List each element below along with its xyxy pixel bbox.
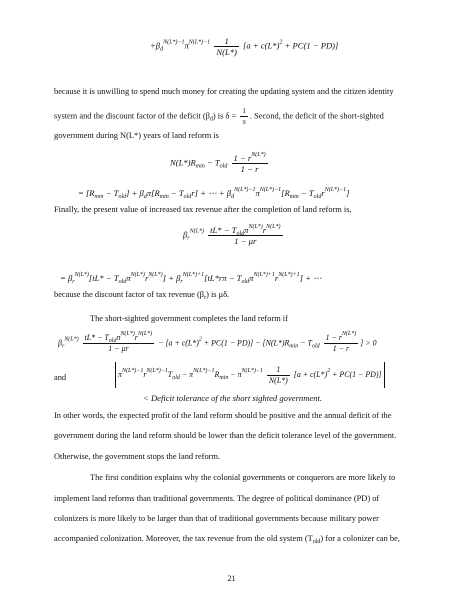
para1-line1: because it is unwilling to spend much money for creating the updating system and the citizen identity: [54, 87, 394, 96]
para5-line2: government during the land reform should be lower than the deficit tolerance level of the government.: [54, 431, 397, 440]
equation-revenue-2: = $\beta_r^{N(L*)}[tL* - T_{old}\pi^{N(L*)}r^{N(L*)}] + \beta_r^{N(L*)+1}[tL*r\pi - T_{old}\pi^{N(L*)+1}r^{N(L*)+1}]$ + ⋯: [60, 272, 322, 285]
para6-line4: accompanied colonization. Moreover, the tax revenue from the old system $(T_{old})$ for a colonizer can be,: [54, 534, 400, 545]
equation-deficit-1: $N(L*)R_{min} - T_{old}$ $\frac{1 - r^{N(L*)}}{1 - r}$: [170, 152, 266, 174]
para5-line1: In other words, the expected profit of the land reform should be positive and the annual deficit of the: [54, 411, 392, 420]
para1-line3: government during N(L*) years of land reform is: [54, 131, 219, 140]
para6-line3: colonizers is more likely to be larger than that of traditional governments because military power: [54, 514, 379, 523]
equation-deficit-2: = $[R_{min} - T_{old}] + \beta_d\pi[R_{min} - T_{old}r]$ + ⋯ + $\beta_d^{N(L*)-1}\pi^{N(L*)-1}[R_{min} - T_{old}r^{N(L*)-1}]$: [78, 187, 350, 200]
equation-top: $+\beta_d^{N(L*)-1}\pi^{N(L*)-1}$ $\frac{1}{N(L*)}$ $[a + c(L*)^2 + PC(1 - PD)]$: [150, 36, 339, 57]
and-text: and: [54, 373, 67, 382]
page-number: 21: [227, 574, 236, 583]
para6-line1: The first condition explains why the colonial governments or conquerors are more likely to: [90, 473, 396, 482]
equation-condition-2b: < Deficit tolerance of the short sighted government.: [143, 393, 323, 403]
equation-condition-2: $\pi^{N(L*)-1}r^{N(L*)-1}T_{old} - \pi^{N(L*)-1}R_{min} - \pi^{N(L*)-1}$ $\frac{1}{N(L*)}$ $[a + c(L*)^2 + PC(1 - PD)]$: [115, 362, 385, 388]
para5-line3: Otherwise, the government stops the land reform.: [54, 452, 221, 461]
para6-line2: implement land reforms than traditional governments. The degree of political dominance (PD) of: [54, 494, 380, 503]
para1-line2: system and the discount factor of the deficit $(\beta_d)$ is δ = $\frac{1}{\pi}$ . Second, the deficit of the short-sighted: [54, 107, 384, 126]
equation-revenue-1: $\beta_r^{N(L*)}$ $\frac{tL* - T_{old}\pi^{N(L*)}r^{N(L*)}}{1 - \mu r}$: [183, 224, 281, 246]
equation-condition-1: $\beta_r^{N(L*)}$ $\frac{tL* - T_{old}\pi^{N(L*)}r^{N(L*)}}{1 - \mu r}$ − $[a + c(L*)^2 + PC(1 - PD)] - [N(L*)R_{min} - T_{old}$ $\frac{1 - r^{N(L*)}}{1 - r}$ ] > 0: [58, 331, 377, 353]
para4: The short-sighted government completes the land reform if: [90, 314, 288, 323]
para3: because the discount factor of tax revenue $(\beta_r)$ is μδ.: [54, 290, 230, 301]
para2: Finally, the present value of increased tax revenue after the completion of land reform is,: [54, 205, 352, 214]
